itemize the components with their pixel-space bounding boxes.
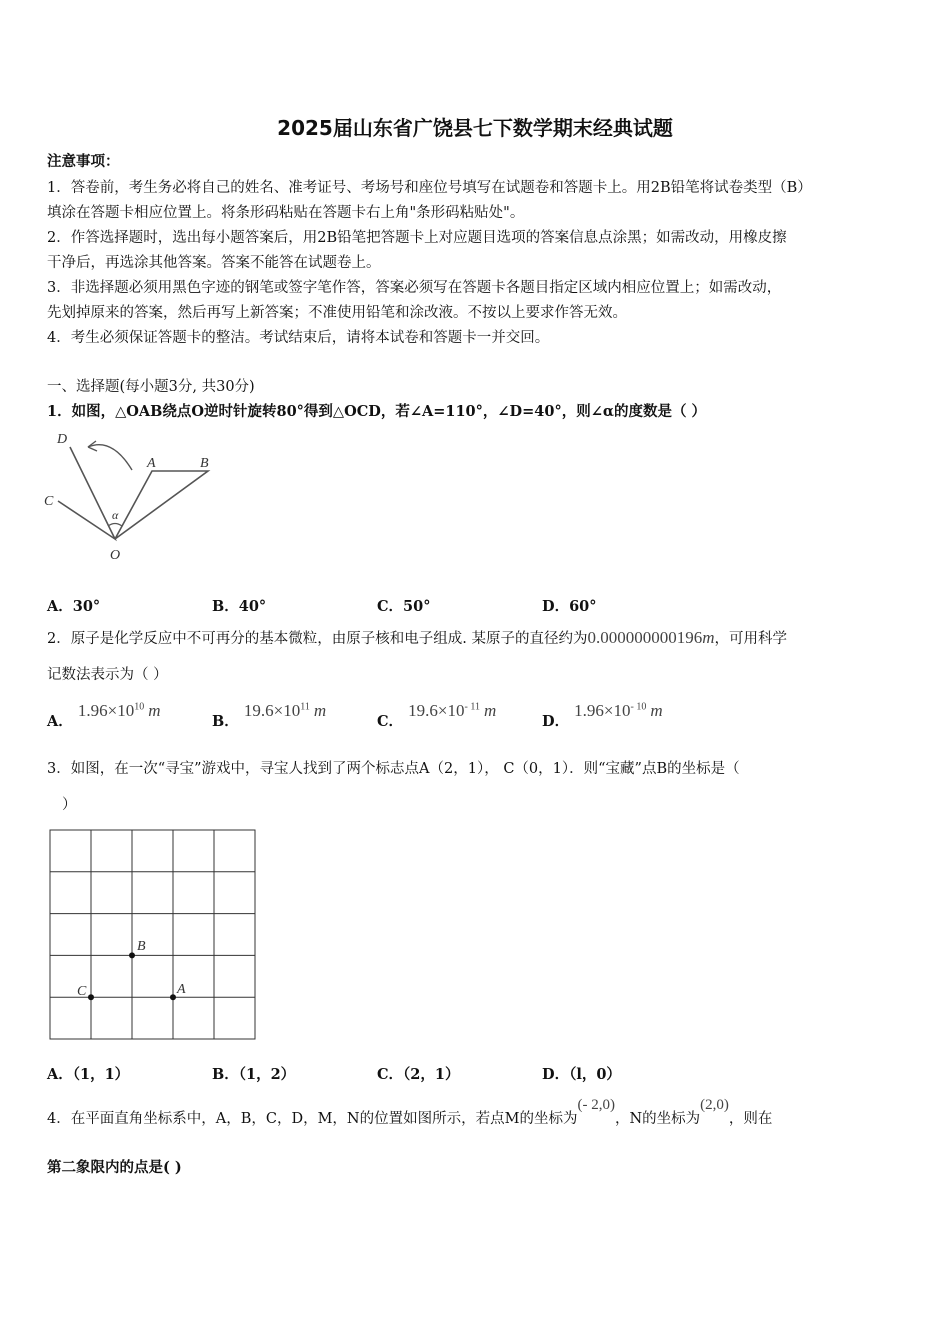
- notice-heading: 注意事项：: [47, 153, 120, 170]
- label-B: B: [137, 939, 146, 954]
- label-A: A: [177, 982, 186, 997]
- q2-option-c: [377, 700, 497, 730]
- option-exp: 10: [134, 701, 145, 713]
- label-alpha: α: [112, 508, 119, 522]
- option-base: 1.96×10: [574, 701, 631, 720]
- q3-option-a: A．（1，1）: [47, 1066, 130, 1083]
- question-1-stem: 1．如图，△OAB绕点O逆时针旋转80°得到△OCD，若∠A=110°，∠D=40°，则∠α的度数是（ ）: [47, 403, 707, 420]
- q1-option-b: B．40°: [212, 598, 267, 615]
- q2-option-b: [212, 700, 327, 730]
- option-letter: C．: [377, 713, 404, 730]
- q2-stem-prefix: 2．原子是化学反应中不可再分的基本微粒，由原子核和电子组成. 某原子的直径约为: [47, 631, 588, 647]
- option-letter: B．: [212, 713, 239, 730]
- label-A: A: [147, 456, 156, 471]
- option-unit: m: [483, 701, 497, 720]
- notice-line: 1．答卷前，考生务必将自己的姓名、准考证号、考场号和座位号填写在试题卷和答题卡上。用2B铅笔将试卷类型（B）: [47, 180, 812, 196]
- point-B: [129, 952, 135, 958]
- point-A: [170, 994, 176, 1000]
- option-exp: - 10: [630, 701, 647, 713]
- question-3-stem: 3．如图，在一次“寻宝”游戏中，寻宝人找到了两个标志点A（2，1）， C（0，1）．则“宝藏”点B的坐标是（: [47, 761, 740, 777]
- q1-figure: [40, 425, 220, 565]
- q1-option-d: D．60°: [542, 598, 597, 615]
- q3-grid-figure: [48, 828, 258, 1042]
- q2-option-a: [47, 700, 161, 730]
- question-2-stem: [47, 628, 787, 649]
- q4-n-coord: (2,0): [700, 1097, 729, 1113]
- q3-option-d: D．（l，0）: [542, 1066, 621, 1083]
- q4-prefix: 4．在平面直角坐标系中，A，B，C，D，M，N的位置如图所示，若点M的坐标为: [47, 1111, 578, 1127]
- point-C: [88, 994, 94, 1000]
- q1-option-a: A．30°: [47, 598, 101, 615]
- option-letter: D．: [542, 713, 570, 730]
- option-unit: m: [148, 701, 161, 720]
- q4-middle: ，N的坐标为: [614, 1111, 701, 1127]
- label-D: D: [57, 432, 68, 447]
- q2-line2: 记数法表示为（ ）: [47, 667, 168, 683]
- q4-line2: 第二象限内的点是( ): [47, 1159, 182, 1176]
- label-C: C: [44, 494, 54, 509]
- label-B: B: [200, 456, 209, 471]
- option-letter: A．: [47, 713, 73, 730]
- notice-line: 先划掉原来的答案，然后再写上新答案；不准使用铅笔和涂改液。不按以上要求作答无效。: [47, 305, 627, 321]
- page-title: 2025届山东省广饶县七下数学期末经典试题: [277, 116, 673, 140]
- option-exp: 11: [300, 701, 310, 713]
- q4-m-coord: (- 2,0): [577, 1097, 615, 1113]
- section-heading: 一、选择题(每小题3分, 共30分): [47, 379, 255, 395]
- label-C: C: [77, 984, 87, 999]
- option-base: 19.6×10: [408, 701, 465, 720]
- q3-line2: ）: [62, 797, 77, 813]
- notice-line: 2．作答选择题时，选出每小题答案后，用2B铅笔把答题卡上对应题目选项的答案信息点涂黑；如需改动，用橡皮擦: [47, 230, 787, 246]
- option-unit: m: [313, 701, 327, 720]
- option-base: 1.96×10: [77, 701, 135, 720]
- q2-option-d: [542, 700, 663, 730]
- notice-line: 干净后，再选涂其他答案。答案不能答在试题卷上。: [47, 255, 381, 271]
- q4-suffix: ，则在: [728, 1111, 773, 1127]
- notice-line: 4．考生必须保证答题卡的整洁。考试结束后，请将本试卷和答题卡一并交回。: [47, 330, 550, 346]
- q1-option-c: C．50°: [377, 598, 431, 615]
- notice-line: 3．非选择题必须用黑色字迹的钢笔或签字笔作答，答案必须写在答题卡各题目指定区域内相应位置上；如需改动，: [47, 280, 782, 296]
- label-O: O: [110, 548, 121, 563]
- notice-line: 填涂在答题卡相应位置上。将条形码粘贴在答题卡右上角"条形码粘贴处"。: [47, 205, 525, 221]
- q2-value: 0.000000000196: [587, 628, 703, 647]
- q3-option-c: C．（2，1）: [377, 1066, 460, 1083]
- option-exp: - 11: [464, 701, 480, 713]
- q2-unit: m: [702, 628, 715, 647]
- option-base: 19.6×10: [243, 701, 301, 720]
- option-unit: m: [650, 701, 663, 720]
- q2-stem-suffix: ，可用科学: [714, 631, 787, 647]
- question-4-stem: [47, 1095, 773, 1127]
- q3-option-b: B．（1，2）: [212, 1066, 296, 1083]
